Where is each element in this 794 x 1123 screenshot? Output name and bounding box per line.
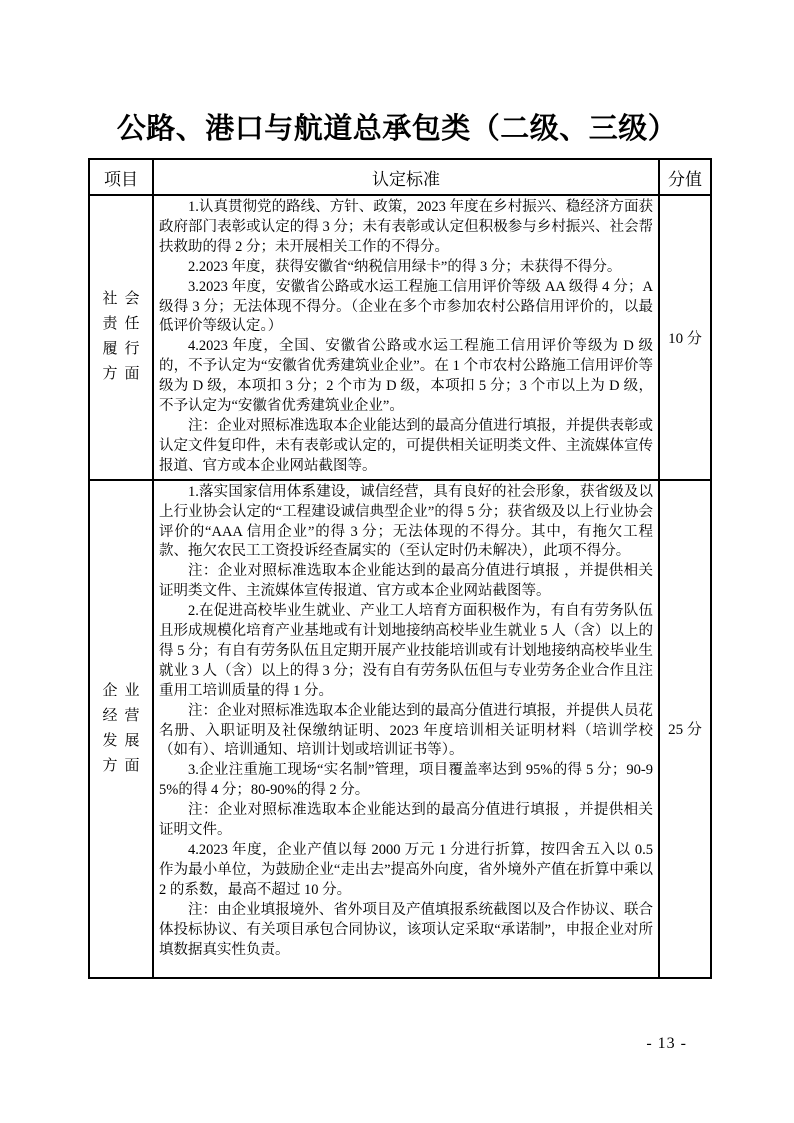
score-value-business-development: 25 分 (659, 480, 711, 978)
table-row-business-development (89, 480, 711, 978)
standard-paragraph: 2.2023 年度，获得安徽省“纳税信用绿卡”的得 3 分；未获得不得分。 (188, 258, 622, 275)
score-value-social-responsibility: 10 分 (659, 195, 711, 480)
header-standard: 认定标准 (153, 159, 659, 195)
standard-paragraph: 注：企业对照标准选取本企业能达到的最高分值进行填报 ，并提供相关证明文件。 (159, 802, 653, 839)
standard-cell-social-responsibility (153, 195, 659, 480)
standard-paragraph: 3.2023 年度，安徽省公路或水运工程施工信用评价等级 AA 级得 4 分；A 级得 3 分；无法体现不得分。（企业在多个市参加农村公路信用评价的，以最低评价等级认定。） (159, 278, 653, 335)
standard-paragraph: 注：企业对照标准选取本企业能达到的最高分值进行填报，并提供人员花名册、入职证明及社保缴纳证明、2023 年度培训相关证明材料（培训学校（如有）、培训通知、培训计划或培训证书等）。 (159, 702, 653, 759)
item-cell-social-responsibility (89, 195, 153, 480)
standard-paragraph: 注：企业对照标准选取本企业能达到的最高分值进行填报 ，并提供相关证明类文件、主流媒体宣传报道、官方或本企业网站截图等。 (159, 563, 653, 600)
page-number: - 13 - (646, 1035, 687, 1052)
standard-paragraph: 2.在促进高校毕业生就业、产业工人培育方面积极作为，有自有劳务队伍且形成规模化培育产业基地或有计划地接纳高校毕业生就业 5 人（含）以上的得 5 分；有自有劳务队伍且定期开展产业技能培训或有计划地接纳高校毕业生就业 3 人（含）以上的得 3 分；没有自有劳务队伍但与专业劳务企业合作且注重用工培训质量的得 1 分。 (159, 603, 653, 699)
standard-paragraph: 4.2023 年度，企业产值以每 2000 万元 1 分进行折算，按四舍五入以 0.5 作为最小单位，为鼓励企业“走出去”提高外向度，省外境外产值在折算中乘以 2 的系数，最高不超过 10 分。 (159, 842, 653, 898)
standard-paragraphs (154, 481, 658, 963)
criteria-table (88, 158, 712, 979)
standard-paragraph: 3.企业注重施工现场“实名制”管理，项目覆盖率达到 95%的得 5 分；90-95%的得 4 分；80-90%的得 2 分。 (159, 762, 653, 799)
standard-paragraph: 注：由企业填报境外、省外项目及产值填报系统截图以及合作协议、联合体投标协议、有关项目承包合同协议，该项认定采取“承诺制”，申报企业对所填数据真实性负责。 (159, 901, 653, 958)
item-label: 社会责任履行方面 (102, 291, 140, 383)
standard-paragraph: 4.2023 年度，全国、安徽省公路或水运工程施工信用评价等级为 D 级的，不予认定为“安徽省优秀建筑业企业”。在 1 个市农村公路施工信用评价等级为 D 级，本项扣 3 分；2 个市为 D 级，本项扣 5 分；3 个市以上为 D 级，不予认定为“安徽省优秀建筑业企业”。 (159, 338, 653, 415)
page-title: 公路、港口与航道总承包类（二级、三级） (116, 113, 678, 145)
header-item: 项目 (89, 159, 153, 195)
item-label: 企业经营发展方面 (102, 682, 140, 774)
table-header-row (89, 159, 711, 195)
table-row-social-responsibility (89, 195, 711, 480)
standard-paragraph: 1.认真贯彻党的路线、方针、政策，2023 年度在乡村振兴、稳经济方面获政府部门表彰或认定的得 3 分；未有表彰或认定但积极参与乡村振兴、社会帮扶救助的得 2 分；未开展相关工作的不得分。 (159, 199, 653, 255)
standard-paragraph: 1.落实国家信用体系建设，诚信经营，具有良好的社会形象，获省级及以上行业协会认定的“工程建设诚信典型企业”的得 5 分；获省级及以上行业协会评价的“AAA 信用企业”的得 3 分；无法体现的不得分。其中，有拖欠工程款、拖欠农民工工资投诉经查属实的（至认定时仍未解决），此项不得分。 (159, 483, 653, 560)
header-score: 分值 (659, 159, 711, 195)
standard-paragraph: 注：企业对照标准选取本企业能达到的最高分值进行填报，并提供表彰或认定文件复印件，未有表彰或认定的，可提供相关证明类文件、主流媒体宣传报道、官方或本企业网站截图等。 (159, 417, 653, 474)
standard-cell-business-development (153, 480, 659, 978)
standard-paragraphs (154, 196, 658, 479)
item-cell-business-development (89, 480, 153, 978)
